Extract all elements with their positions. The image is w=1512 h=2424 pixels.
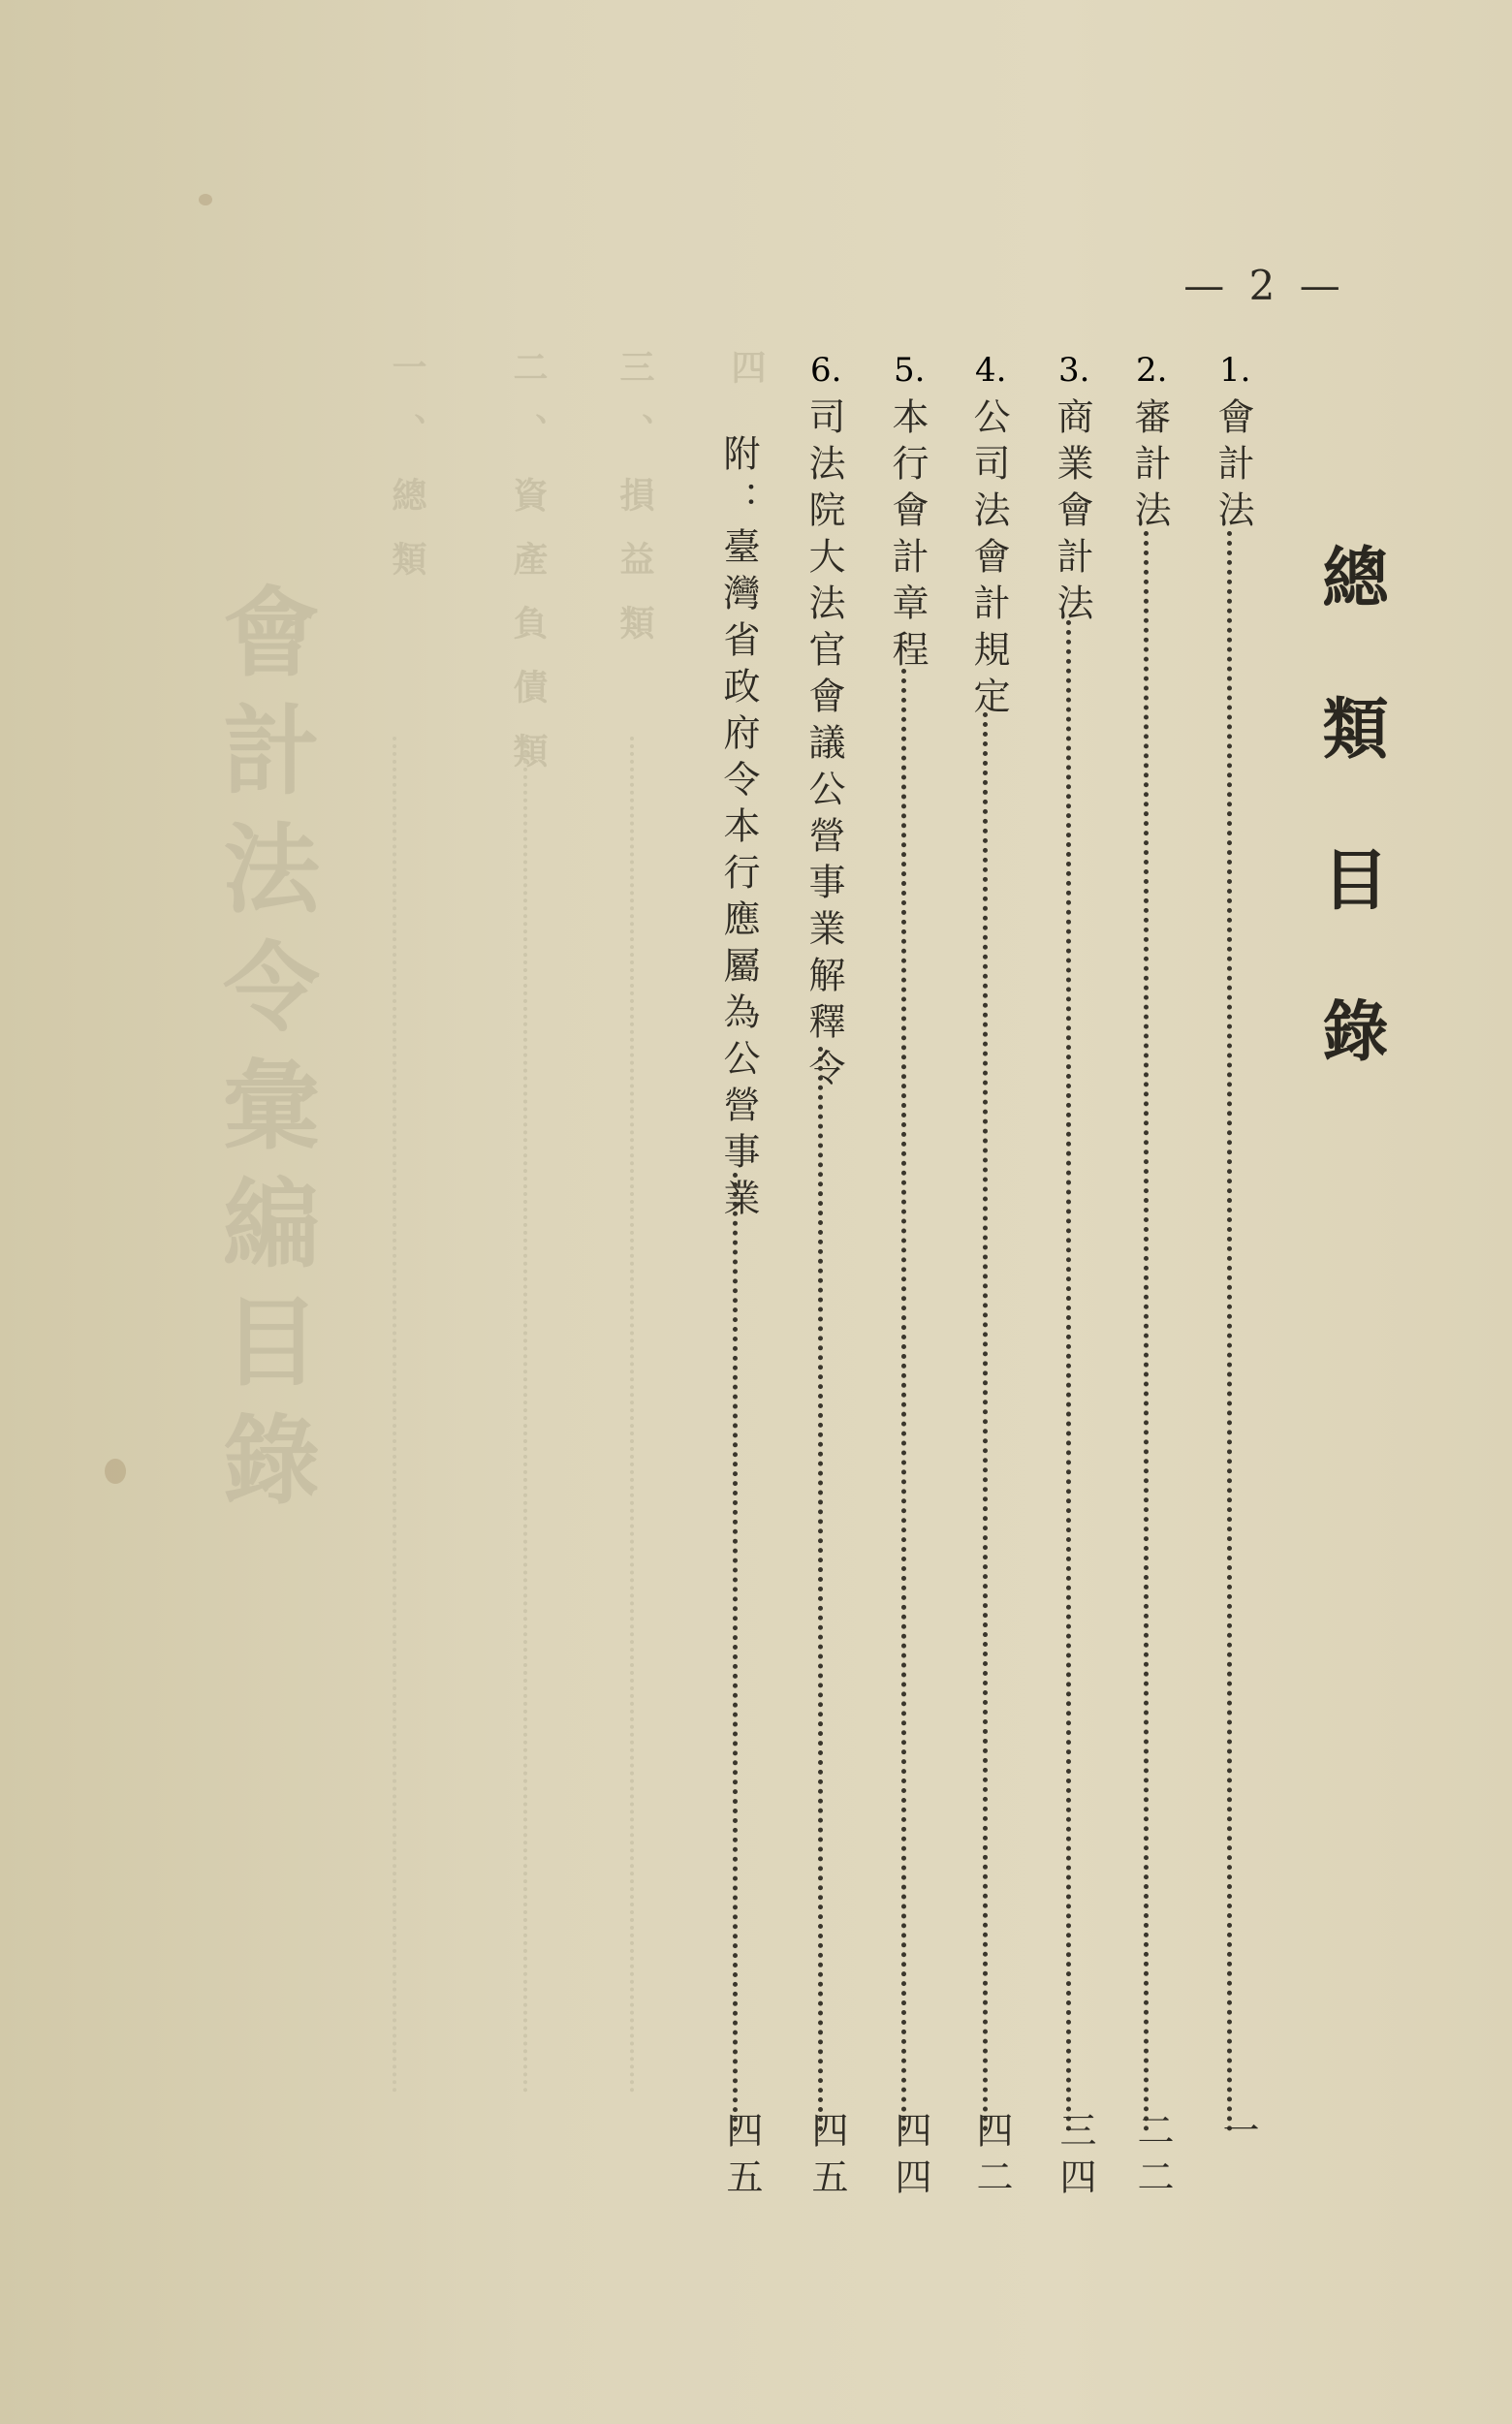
dot-leader [818,1047,823,2132]
page-title: 總類目錄 [1311,543,1389,1148]
bleed-through-leader [523,737,527,2093]
entry-page-ref: 四五 [720,2111,763,2204]
dot-leader [983,712,988,2132]
entry-title: 會計法 [1212,397,1254,537]
entry-number: 2. [1136,351,1168,390]
paper-stain [105,1459,126,1484]
entry-page-ref: 二二 [1131,2111,1174,2204]
entry-title: 本行會計章程 [886,397,929,677]
dot-leader [901,669,906,2132]
bleed-through-leader [630,737,634,2093]
dot-leader [1227,531,1232,2132]
entry-title: 司法院大法官會議公營事業解釋令 [803,397,845,1095]
entry-page-ref: 四四 [889,2111,931,2204]
paper-stain [199,194,212,205]
entry-page-ref: 三四 [1054,2111,1096,2204]
entry-title: 附：臺灣省政府令本行應屬為公營事業 [717,434,760,1225]
bleed-through-column: 二、資產負債類 [508,349,549,797]
page-number: — 2 — [1183,262,1346,309]
entry-number: 3. [1058,351,1090,390]
entry-page-ref: 四五 [805,2111,848,2204]
dot-leader [1144,531,1149,2132]
bleed-through-column: 四 [726,349,767,413]
entry-number: 5. [894,351,926,390]
entry-title: 商業會計法 [1051,397,1093,630]
dot-leader [1066,620,1071,2132]
entry-number: 1. [1219,351,1251,390]
entry-number: 4. [975,351,1007,390]
dot-leader [733,1173,738,2132]
entry-page-ref: 四二 [970,2111,1013,2204]
entry-title: 公司法會計規定 [967,397,1010,723]
entry-number: 6. [810,351,842,390]
bleed-through-leader [393,737,396,2093]
bleed-through-column: 一、總類 [387,349,427,605]
entry-page-ref: 一 [1216,2111,1259,2157]
entry-title: 審計法 [1128,397,1171,537]
bleed-through-column: 三、損益類 [614,349,655,669]
bleed-through-heading: 會計法令彙編目錄 [206,582,321,1527]
